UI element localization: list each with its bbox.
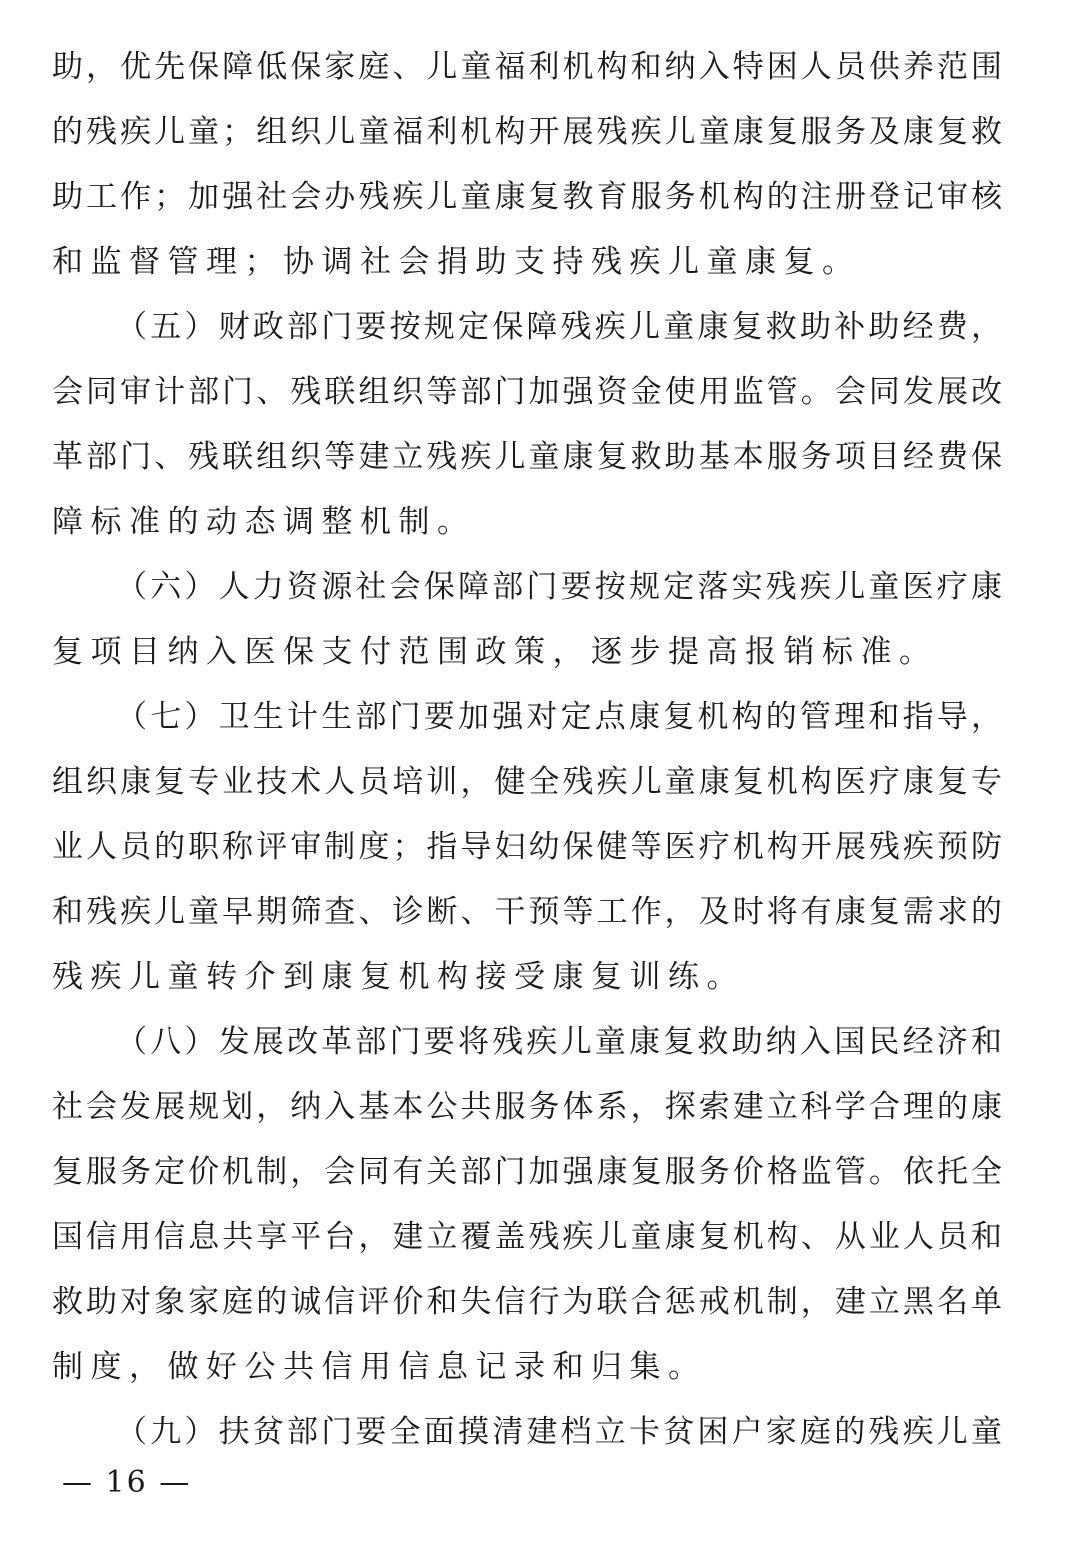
paragraph-9-first-line: （九）扶贫部门要全面摸清建档立卡贫困户家庭的残疾儿童 <box>116 1414 1002 1450</box>
text-line: 的残疾儿童；组织儿童福利机构开展残疾儿童康复服务及康复救 <box>52 114 1002 150</box>
text-line: 障标准的动态调整机制。 <box>52 504 476 540</box>
text-line: 和监督管理；协调社会捐助支持残疾儿童康复。 <box>52 244 861 280</box>
text-line: 国信用信息共享平台，建立覆盖残疾儿童康复机构、从业人员和 <box>52 1219 1002 1255</box>
text-line: 和残疾儿童早期筛查、诊断、干预等工作，及时将有康复需求的 <box>52 894 1002 930</box>
text-line: 社会发展规划，纳入基本公共服务体系，探索建立科学合理的康 <box>52 1089 1002 1125</box>
paragraph-7-first-line: （七）卫生计生部门要加强对定点康复机构的管理和指导， <box>116 699 1002 735</box>
text-line: 制度，做好公共信用信息记录和归集。 <box>52 1349 707 1385</box>
paragraph-8-first-line: （八）发展改革部门要将残疾儿童康复救助纳入国民经济和 <box>116 1024 1002 1060</box>
paragraph-6-first-line: （六）人力资源社会保障部门要按规定落实残疾儿童医疗康 <box>116 569 1002 605</box>
text-line: 助工作；加强社会办残疾儿童康复教育服务机构的注册登记审核 <box>52 179 1002 215</box>
page-number: — 16 — <box>62 1465 192 1500</box>
text-line: 助，优先保障低保家庭、儿童福利机构和纳入特困人员供养范围 <box>52 49 1002 85</box>
text-line: 革部门、残联组织等建立残疾儿童康复救助基本服务项目经费保 <box>52 439 1002 475</box>
text-line: 救助对象家庭的诚信评价和失信行为联合惩戒机制，建立黑名单 <box>52 1284 1002 1320</box>
text-line: 组织康复专业技术人员培训，健全残疾儿童康复机构医疗康复专 <box>52 764 1002 800</box>
text-line: 会同审计部门、残联组织等部门加强资金使用监管。会同发展改 <box>52 374 1002 410</box>
text-line: 复项目纳入医保支付范围政策，逐步提高报销标准。 <box>52 634 938 670</box>
text-line: 复服务定价机制，会同有关部门加强康复服务价格监管。依托全 <box>52 1154 1002 1190</box>
paragraph-5-first-line: （五）财政部门要按规定保障残疾儿童康复救助补助经费， <box>116 309 1002 345</box>
text-line: 残疾儿童转介到康复机构接受康复训练。 <box>52 959 745 995</box>
text-line: 业人员的职称评审制度；指导妇幼保健等医疗机构开展残疾预防 <box>52 829 1002 865</box>
